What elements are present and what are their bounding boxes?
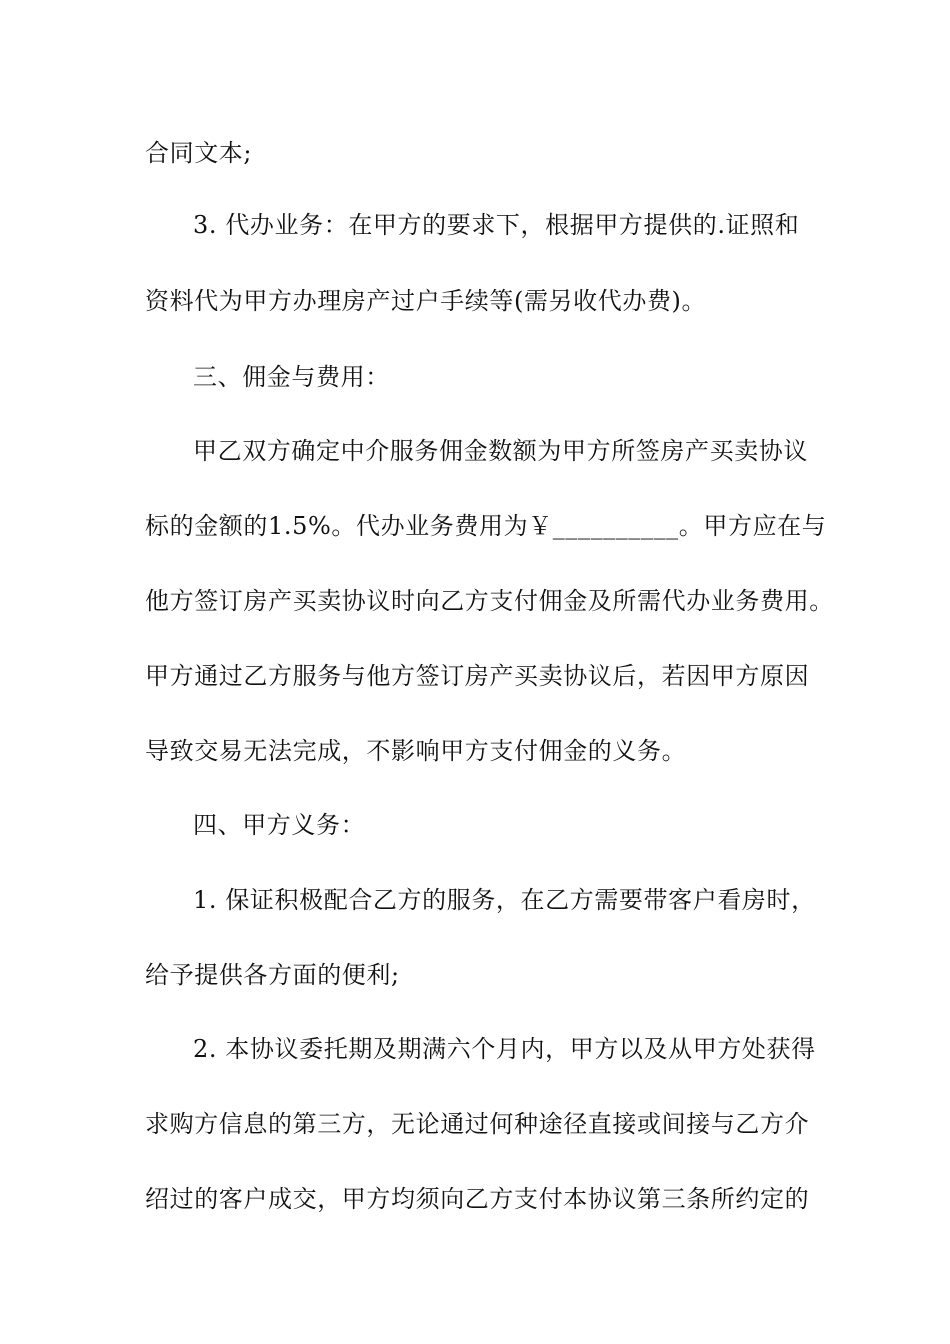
section-heading: 四、甲方义务： xyxy=(193,811,366,839)
text-line: 他方签订房产买卖协议时向乙方支付佣金及所需代办业务费用。 xyxy=(145,587,834,615)
text-line: 标的金额的1.5%。代办业务费用为￥__________。甲方应在与 xyxy=(145,512,827,540)
text-line: 合同文本; xyxy=(145,139,253,167)
section-heading: 三、佣金与费用： xyxy=(193,363,390,391)
text-line: 甲方通过乙方服务与他方签订房产买卖协议后，若因甲方原因 xyxy=(145,662,810,690)
text-line: 导致交易无法完成，不影响甲方支付佣金的义务。 xyxy=(145,737,687,765)
text-line: 1. 保证积极配合乙方的服务，在乙方需要带客户看房时， xyxy=(193,886,816,914)
text-line: 给予提供各方面的便利; xyxy=(145,961,400,989)
text-line: 3. 代办业务：在甲方的要求下，根据甲方提供的.证照和 xyxy=(193,211,800,239)
text-line: 绍过的客户成交，甲方均须向乙方支付本协议第三条所约定的 xyxy=(145,1185,810,1213)
text-line: 求购方信息的第三方，无论通过何种途径直接或间接与乙方介 xyxy=(145,1110,810,1138)
text-line: 资料代为甲方办理房产过户手续等(需另收代办费)。 xyxy=(145,287,707,315)
text-line: 2. 本协议委托期及期满六个月内，甲方以及从甲方处获得 xyxy=(193,1035,816,1063)
text-line: 甲乙双方确定中介服务佣金数额为甲方所签房产买卖协议 xyxy=(193,437,808,465)
